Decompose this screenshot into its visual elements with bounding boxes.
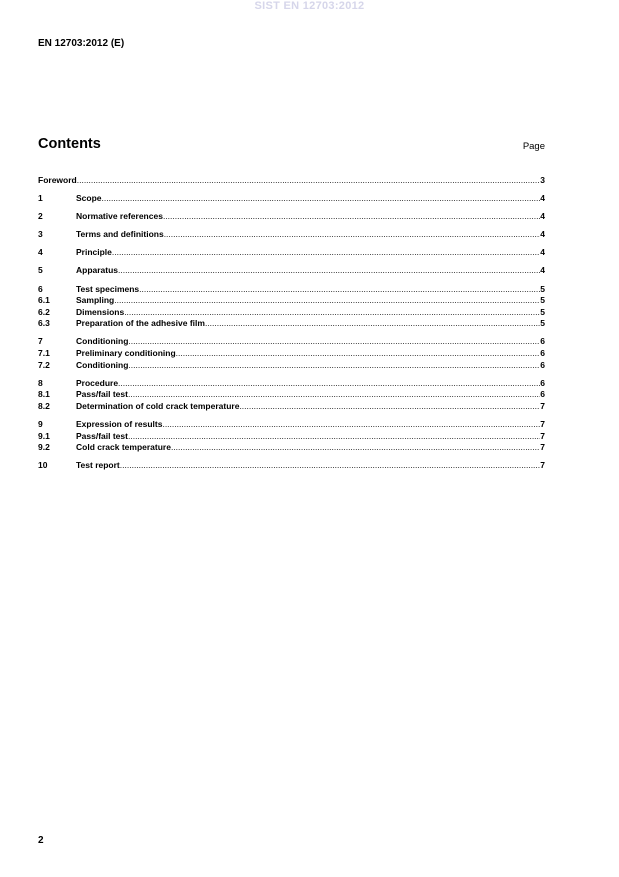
toc-entry[interactable] <box>38 360 545 372</box>
toc-entry-number: 9.2 <box>38 442 50 453</box>
toc-entry[interactable] <box>38 389 545 401</box>
toc-entry-page: 3 <box>540 175 545 185</box>
toc-entry-number: 6 <box>38 283 43 294</box>
toc-entry-title: Procedure <box>76 377 119 388</box>
toc-entry-number: 10 <box>38 460 48 471</box>
toc-entry-number: 9 <box>38 419 43 429</box>
toc-entry-number: 6.3 <box>38 318 50 329</box>
toc-entry-page: 7 <box>540 442 545 453</box>
dot-leader <box>124 307 540 319</box>
toc-entry-page: 4 <box>540 247 545 258</box>
dot-leader <box>114 295 540 307</box>
toc-entry-page: 4 <box>540 193 545 204</box>
dot-leader <box>112 247 540 259</box>
dot-leader <box>102 193 541 205</box>
toc-entry[interactable] <box>38 419 545 431</box>
dot-leader <box>77 175 541 187</box>
dot-leader <box>163 211 540 223</box>
toc-entry-number: 5 <box>38 265 43 276</box>
toc-entry-title: Cold crack temperature <box>76 442 171 453</box>
toc-entry-page: 4 <box>540 265 545 276</box>
toc-entry-title: Test report <box>76 460 120 471</box>
toc-entry-page: 6 <box>540 377 545 388</box>
toc-entry-page: 5 <box>540 295 545 306</box>
toc-entry-number: 8.1 <box>38 389 50 400</box>
toc-entry[interactable] <box>38 265 545 277</box>
toc-entry-page: 6 <box>540 389 545 400</box>
dot-leader <box>128 389 540 401</box>
toc-entry-title: Normative references <box>76 211 163 222</box>
toc-entry-page: 4 <box>540 229 545 240</box>
toc-entry-number: 2 <box>38 211 43 222</box>
toc-entry-number: 8.2 <box>38 400 50 411</box>
toc-entry-page: 5 <box>540 283 545 294</box>
toc-entry[interactable] <box>38 295 545 307</box>
toc-entry-title: Sampling <box>76 295 115 306</box>
dot-leader <box>128 431 540 443</box>
toc-entry-number: 3 <box>38 229 43 240</box>
toc-entry-number: 6.1 <box>38 295 50 306</box>
toc-entry-number: 6.2 <box>38 306 50 317</box>
toc-entry-number: 7 <box>38 336 43 347</box>
toc-entry[interactable] <box>38 442 545 454</box>
toc-entry-title: Conditioning <box>76 336 129 347</box>
toc-entry-title: Determination of cold crack temperature <box>76 400 240 411</box>
dot-leader <box>120 460 540 472</box>
toc-entry-page: 5 <box>540 318 545 329</box>
toc-entry-title: Test specimens <box>76 283 140 294</box>
toc-entry-title: Pass/fail test <box>76 430 128 441</box>
dot-leader <box>128 336 540 348</box>
toc-entry[interactable] <box>38 348 545 360</box>
dot-leader <box>118 265 540 277</box>
toc-entry-number: 8 <box>38 377 43 388</box>
toc-entry-title: Pass/fail test <box>76 389 128 400</box>
toc-entry[interactable] <box>38 460 545 472</box>
toc-entry-number: 4 <box>38 247 43 258</box>
toc-entry[interactable] <box>38 247 545 259</box>
dot-leader <box>162 419 540 431</box>
toc-entry[interactable] <box>38 175 545 187</box>
toc-entry[interactable] <box>38 307 545 319</box>
toc-entry-number: 9.1 <box>38 430 50 441</box>
toc-entry-title: Foreword <box>38 175 77 185</box>
toc-entry[interactable] <box>38 336 545 348</box>
toc-entry[interactable] <box>38 378 545 390</box>
toc-entry-page: 7 <box>540 430 545 441</box>
dot-leader <box>239 401 540 413</box>
toc-entry-title: Apparatus <box>76 265 119 276</box>
toc-entry-title: Preparation of the adhesive film <box>76 318 205 329</box>
toc-entry-number: 7.1 <box>38 348 50 359</box>
toc-entry-title: Scope <box>76 193 102 204</box>
document-id-header: EN 12703:2012 (E) <box>38 38 125 49</box>
watermark: SIST EN 12703:2012 <box>254 0 365 12</box>
toc-entry-number: 1 <box>38 193 43 204</box>
toc-entry[interactable] <box>38 318 545 330</box>
table-of-contents <box>38 175 545 472</box>
toc-entry[interactable] <box>38 229 545 241</box>
toc-entry-page: 6 <box>540 348 545 359</box>
toc-entry-page: 7 <box>540 460 545 471</box>
toc-entry-title: Terms and definitions <box>76 229 164 240</box>
toc-entry[interactable] <box>38 401 545 413</box>
dot-leader <box>164 229 541 241</box>
toc-entry[interactable] <box>38 193 545 205</box>
toc-entry-page: 5 <box>540 306 545 317</box>
toc-entry-title: Preliminary conditioning <box>76 348 176 359</box>
page-column-label: Page <box>522 141 545 152</box>
toc-entry[interactable] <box>38 284 545 296</box>
toc-entry-title: Principle <box>76 247 112 258</box>
toc-entry[interactable] <box>38 431 545 443</box>
toc-entry-page: 6 <box>540 336 545 347</box>
toc-entry-number: 7.2 <box>38 359 50 370</box>
toc-entry-page: 4 <box>540 211 545 222</box>
page-number: 2 <box>38 835 44 846</box>
toc-entry-title: Dimensions <box>76 306 125 317</box>
dot-leader <box>128 360 540 372</box>
toc-entry[interactable] <box>38 211 545 223</box>
toc-entry-page: 7 <box>540 400 545 411</box>
toc-entry-title: Conditioning <box>76 359 129 370</box>
dot-leader <box>171 442 540 454</box>
toc-entry-title: Expression of results <box>76 419 163 429</box>
dot-leader <box>139 284 540 296</box>
toc-entry-page: 7 <box>540 419 545 429</box>
toc-entry-page: 6 <box>540 359 545 370</box>
dot-leader <box>205 318 540 330</box>
contents-heading: Contents <box>38 136 101 152</box>
dot-leader <box>176 348 541 360</box>
dot-leader <box>118 378 540 390</box>
